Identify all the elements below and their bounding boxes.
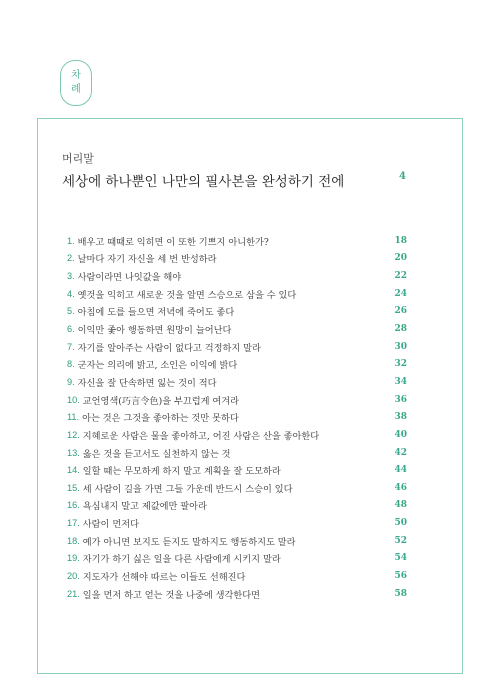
chapter-title: 날마다 자기 자신을 세 번 반성하라 (77, 254, 217, 266)
chapter-number: 5. (67, 306, 75, 317)
toc-badge-char-2: 례 (71, 84, 81, 95)
chapter-title: 지도자가 선해야 따르는 이들도 선해진다 (82, 571, 246, 583)
chapter-number: 13. (67, 447, 80, 458)
chapter-page-number: 52 (394, 535, 407, 546)
toc-badge (60, 60, 92, 106)
chapter-number: 1. (67, 235, 75, 246)
chapter-number: 21. (67, 588, 80, 599)
preface-title[interactable]: 세상에 하나뿐인 나만의 필사본을 완성하기 전에 (62, 174, 345, 190)
chapter-page-number: 24 (394, 288, 407, 299)
chapter-title: 자신을 잘 단속하면 잃는 것이 적다 (77, 377, 217, 389)
chapter-page-number: 50 (394, 518, 407, 529)
chapter-number: 4. (67, 288, 75, 299)
chapter-number: 20. (67, 570, 80, 581)
chapter-page-number: 38 (394, 412, 407, 423)
chapter-title: 일을 먼저 하고 얻는 것을 나중에 생각한다면 (82, 589, 261, 601)
chapter-title: 배우고 때때로 익히면 이 또한 기쁘지 아니한가? (77, 236, 269, 248)
chapter-number: 17. (67, 518, 80, 529)
chapter-number: 2. (67, 253, 75, 264)
chapter-number: 3. (67, 271, 75, 282)
chapter-number: 16. (67, 500, 80, 511)
chapter-page-number: 48 (394, 500, 407, 511)
chapter-title: 자기가 하기 싫은 일을 다른 사람에게 시키지 말라 (82, 554, 281, 566)
chapter-page-number: 46 (394, 482, 407, 493)
chapter-number: 18. (67, 535, 80, 546)
chapter-entry[interactable] (67, 532, 407, 550)
chapter-entry[interactable] (67, 497, 407, 515)
chapter-entry[interactable] (67, 426, 407, 444)
chapter-entry[interactable] (67, 303, 407, 321)
chapter-page-number: 28 (394, 324, 407, 335)
chapter-page-number: 18 (394, 235, 407, 246)
chapter-entry[interactable] (67, 391, 407, 409)
chapter-entry[interactable] (67, 479, 407, 497)
toc-badge-char-1: 차 (71, 70, 81, 81)
chapter-entry[interactable] (67, 550, 407, 568)
chapter-title: 세 사람이 길을 가면 그들 가운데 반드시 스승이 있다 (82, 483, 293, 495)
chapter-entry[interactable] (67, 461, 407, 479)
chapter-title: 예가 아니면 보지도 듣지도 말하지도 행동하지도 말라 (82, 536, 296, 548)
chapter-title: 사람이 먼저다 (82, 519, 139, 531)
chapter-page-number: 20 (394, 253, 407, 264)
chapter-entry[interactable] (67, 232, 407, 250)
chapter-entry[interactable] (67, 250, 407, 268)
chapter-page-number: 44 (394, 465, 407, 476)
chapter-page-number: 42 (394, 447, 407, 458)
chapter-page-number: 36 (394, 394, 407, 405)
chapter-number: 10. (67, 394, 80, 405)
preface-label: 머리말 (62, 152, 94, 165)
chapter-entry[interactable] (67, 567, 407, 585)
chapter-page-number: 40 (394, 429, 407, 440)
chapter-title: 군자는 의리에 밝고, 소인은 이익에 밝다 (77, 360, 238, 372)
chapter-number: 14. (67, 465, 80, 476)
chapter-entry[interactable] (67, 585, 407, 603)
chapter-page-number: 26 (394, 306, 407, 317)
chapter-number: 8. (67, 359, 75, 370)
chapter-title: 욕심내지 말고 제값에만 팔아라 (82, 501, 207, 513)
chapter-title: 사람이라면 나잇값을 해야 (77, 272, 182, 284)
chapter-page-number: 22 (394, 271, 407, 282)
chapter-entry[interactable] (67, 373, 407, 391)
chapter-entry[interactable] (67, 338, 407, 356)
chapter-number: 19. (67, 553, 80, 564)
chapter-entry[interactable] (67, 320, 407, 338)
chapter-entry[interactable] (67, 355, 407, 373)
chapter-entry[interactable] (67, 444, 407, 462)
chapter-page-number: 56 (394, 570, 407, 581)
chapter-title: 옳은 것을 듣고서도 실천하지 않는 것 (82, 448, 231, 460)
chapter-title: 교언영색(巧言令色)을 부끄럽게 여겨라 (82, 395, 240, 407)
chapter-title: 아는 것은 그것을 좋아하는 것만 못하다 (82, 413, 239, 425)
chapter-title: 일할 때는 무모하게 하지 말고 계획을 잘 도모하라 (82, 466, 281, 478)
chapter-entry[interactable] (67, 267, 407, 285)
chapter-title: 아침에 도를 들으면 저녁에 죽어도 좋다 (77, 307, 235, 319)
chapter-title: 지혜로운 사람은 물을 좋아하고, 어진 사람은 산을 좋아한다 (82, 430, 320, 442)
chapter-entry[interactable] (67, 408, 407, 426)
chapter-page-number: 54 (394, 553, 407, 564)
chapter-number: 9. (67, 376, 75, 387)
chapter-page-number: 34 (394, 376, 407, 387)
chapter-title: 이익만 좇아 행동하면 원망이 늘어난다 (77, 325, 232, 337)
preface-page-number: 4 (399, 171, 406, 182)
chapter-number: 7. (67, 341, 75, 352)
chapter-page-number: 30 (394, 341, 407, 352)
chapter-entry[interactable] (67, 514, 407, 532)
chapter-entry[interactable] (67, 285, 407, 303)
chapter-page-number: 32 (394, 359, 407, 370)
chapter-title: 옛것을 익히고 새로운 것을 알면 스승으로 삼을 수 있다 (77, 289, 297, 301)
chapter-number: 12. (67, 429, 80, 440)
chapter-number: 15. (67, 482, 80, 493)
chapter-number: 11. (67, 412, 80, 423)
chapter-page-number: 58 (394, 588, 407, 599)
chapter-number: 6. (67, 324, 75, 335)
chapter-title: 자기를 알아주는 사람이 없다고 걱정하지 말라 (77, 342, 261, 354)
chapter-list (67, 232, 407, 602)
